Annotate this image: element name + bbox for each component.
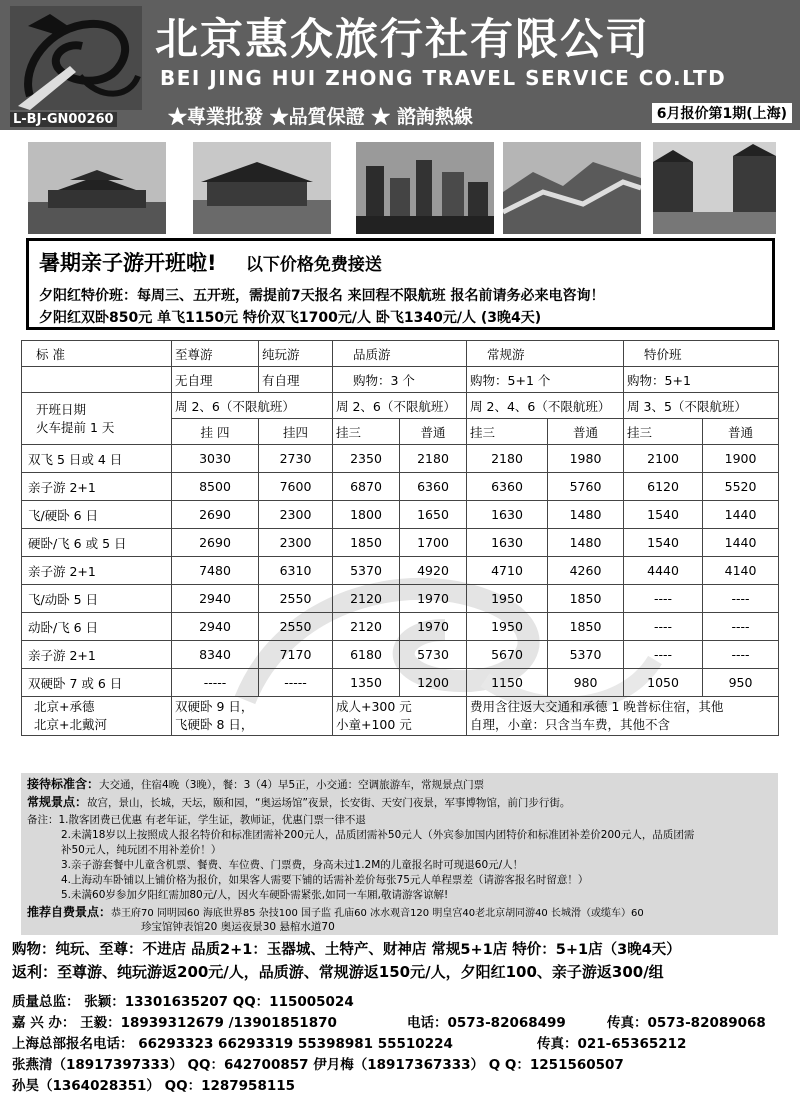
depart-days-row: [22, 393, 779, 419]
reception-label: 接待标准含：: [27, 777, 100, 791]
tier-header: 纯玩游: [259, 341, 333, 367]
reception-text: 大交通，住宿4晚（3晚），餐：3（4）早5正，小交通：空调旅游车，常规景点门票: [99, 779, 485, 791]
row-label: 飞/动卧 5 日: [22, 585, 172, 613]
price-cell: 2300: [259, 501, 333, 529]
price-cell: 5670: [467, 641, 548, 669]
selfpay-line: [27, 905, 644, 921]
selfpay-label: 推荐自费景点：: [27, 905, 112, 919]
train-note-label: 火车提前 1 天: [36, 419, 115, 435]
price-cell: 1440: [703, 529, 779, 557]
sights-text: 故宫，景山，长城，天坛，颐和园，“奥运场馆”夜景，长安街、天安门夜景，军事博物馆，前门步行街。: [87, 797, 571, 809]
table-row: [22, 613, 779, 641]
price-cell: 4710: [467, 557, 548, 585]
contact-jiaxing: [12, 1011, 792, 1031]
tier-header: 至尊游: [172, 341, 259, 367]
price-rows: [22, 445, 779, 697]
remark-item: 5.未满60岁参加夕阳红需加80元/人，因火车硬卧需紧张,如同一车厢,敬请游客谅解!: [61, 889, 449, 901]
price-cell: 1480: [548, 529, 624, 557]
extra-price-child: 小童+100 元: [336, 717, 412, 732]
price-cell: 1980: [548, 445, 624, 473]
promo-box: [26, 238, 775, 330]
photo-strip: [28, 142, 776, 234]
depart-day-cell: 周 3、5（不限航班）: [624, 393, 779, 419]
jiaxing-name: 嘉 兴 办： 王毅：18939312679 /13901851870: [12, 1015, 337, 1031]
depart-label: 开班日期: [36, 401, 87, 417]
selfpay-text: 恭王府70 同明园60 海底世界85 杂技100 国子监 孔庙60 冰水观音120 明皇宫40老北京胡同游40 长城滑（或缆车）60: [111, 908, 644, 919]
tier-header: 品质游: [333, 341, 467, 367]
price-cell: 1950: [467, 585, 548, 613]
contact-sun: 孙昊（1364028351） QQ：1287958115: [12, 1078, 296, 1094]
shanghai-fax: 传真：021-65365212: [537, 1036, 687, 1052]
extra-price-adult: 成人+300 元: [336, 699, 412, 714]
gate-photo: [193, 142, 331, 234]
free-pickup-text: 以下价格免费接送: [245, 255, 382, 275]
sights-line: [27, 795, 570, 811]
price-cell: 7480: [172, 557, 259, 585]
price-cell: 1800: [333, 501, 400, 529]
price-cell: 1700: [400, 529, 467, 557]
license-code: L-BJ-GN00260: [10, 112, 117, 127]
contact-shanghai: [12, 1032, 792, 1052]
tier-note: 无自理: [172, 367, 259, 393]
price-cell: 2690: [172, 501, 259, 529]
price-cell: ----: [703, 585, 779, 613]
remark-item: 3.亲子游套餐中儿童含机票、餐费、车位费、门票费，身高未过1.2M的儿童报名时可现退60元/人！: [61, 859, 524, 871]
water-town-photo: [653, 142, 776, 234]
row-label: 双飞 5 日或 4 日: [22, 445, 172, 473]
promo-headline: [39, 247, 382, 277]
route-chengde: 北京+承德: [34, 699, 95, 714]
price-cell: 2940: [172, 585, 259, 613]
extra-train-1: 双硬卧 9 日，: [175, 699, 254, 714]
berth-header: 挂三: [333, 419, 400, 445]
extra-note-2: 自理，小童：只含当车费，其他不含: [470, 717, 671, 732]
standard-header: 标 准: [22, 341, 172, 367]
price-cell: 3030: [172, 445, 259, 473]
price-cell: 1540: [624, 501, 703, 529]
price-cell: 1050: [624, 669, 703, 697]
remark-item: 2.未满18岁以上按照成人报名特价和标准团需补200元人，品质团需补50元人（外宾参加国内团特价和标准团补差价200元人，品质团需: [61, 829, 695, 841]
price-cell: 1970: [400, 585, 467, 613]
price-cell: 5730: [400, 641, 467, 669]
sights-label: 常规景点：: [27, 795, 88, 809]
price-cell: 1440: [703, 501, 779, 529]
price-cell: 5760: [548, 473, 624, 501]
price-cell: 2300: [259, 529, 333, 557]
depart-day-cell: 周 2、6（不限航班）: [333, 393, 467, 419]
berth-header: 挂三: [624, 419, 703, 445]
notes-panel: [21, 773, 778, 935]
price-cell: 6120: [624, 473, 703, 501]
city-photo: [356, 142, 494, 234]
price-cell: 950: [703, 669, 779, 697]
extra-train-cell: [172, 697, 333, 736]
depart-day-cell: 周 2、4、6（不限航班）: [467, 393, 624, 419]
price-cell: 2940: [172, 613, 259, 641]
table-row: [22, 529, 779, 557]
price-cell: 6360: [400, 473, 467, 501]
price-cell: 7170: [259, 641, 333, 669]
price-cell: 2120: [333, 585, 400, 613]
table-row: [22, 557, 779, 585]
price-cell: 4440: [624, 557, 703, 585]
price-cell: 4140: [703, 557, 779, 585]
dragon-logo-icon: [10, 6, 142, 110]
route-beidaihe: 北京+北戴河: [34, 717, 107, 732]
extra-note-cell: [467, 697, 779, 736]
row-label: 动卧/飞 6 日: [22, 613, 172, 641]
extra-route-row: [22, 697, 779, 736]
depart-label-cell: [22, 393, 172, 445]
price-cell: 1150: [467, 669, 548, 697]
price-cell: 1540: [624, 529, 703, 557]
table-row: [22, 473, 779, 501]
price-cell: 1900: [703, 445, 779, 473]
berth-header: 挂三: [467, 419, 548, 445]
price-cell: 6870: [333, 473, 400, 501]
remark-item: 4.上海动车卧铺以上铺价格为报价，如果客人需要下铺的话需补差价每张75元人单程票差（请游客报名时留意！）: [61, 874, 589, 886]
price-cell: -----: [172, 669, 259, 697]
price-table: [21, 340, 779, 736]
company-name-en: BEI JING HUI ZHONG TRAVEL SERVICE CO.LTD: [160, 66, 727, 90]
selfpay-text-2: 珍宝馆钟表馆20 奥运夜景30 悬棺水道70: [141, 921, 335, 933]
berth-header: 普通: [548, 419, 624, 445]
price-cell: 2550: [259, 613, 333, 641]
price-cell: 5370: [333, 557, 400, 585]
extra-note-1: 费用含往返大交通和承德 1 晚普标住宿，其他: [470, 699, 724, 714]
extra-route-labels: [22, 697, 172, 736]
table-row: [22, 641, 779, 669]
price-cell: 2180: [400, 445, 467, 473]
berth-header: 普通: [703, 419, 779, 445]
price-cell: 1630: [467, 529, 548, 557]
tier-note: 购物：3 个: [333, 367, 467, 393]
price-cell: 1850: [548, 613, 624, 641]
tier-note: 购物：5+1: [624, 367, 779, 393]
price-cell: 2120: [333, 613, 400, 641]
reception-line: [27, 777, 484, 793]
price-cell: 2100: [624, 445, 703, 473]
jiaxing-fax: 传真：0573-82089068: [607, 1015, 766, 1031]
depart-day-cell: 周 2、6（不限航班）: [172, 393, 333, 419]
price-cell: 1200: [400, 669, 467, 697]
company-name-cn: 北京惠众旅行社有限公司: [155, 15, 650, 65]
issue-label: 6月报价第1期(上海): [652, 103, 792, 123]
price-cell: 1480: [548, 501, 624, 529]
tier-note: 有自理: [259, 367, 333, 393]
extra-train-2: 飞硬卧 8 日，: [175, 717, 254, 732]
remark-item: 1.散客团费已优惠 有老年证，学生证，教师证，优惠门票一律不退: [58, 814, 366, 826]
shopping-line: 购物：纯玩、至尊：不进店 品质2+1：玉器城、土特产、财神店 常规5+1店 特价：5+1店（3晚4天）: [12, 942, 681, 958]
row-label: 亲子游 2+1: [22, 557, 172, 585]
row-label: 飞/硬卧 6 日: [22, 501, 172, 529]
price-cell: 1950: [467, 613, 548, 641]
berth-header: 普通: [400, 419, 467, 445]
price-cell: 2350: [333, 445, 400, 473]
row-label: 硬卧/飞 6 或 5 日: [22, 529, 172, 557]
extra-price-cell: [333, 697, 467, 736]
price-cell: ----: [624, 641, 703, 669]
sunset-prices: 夕阳红双卧850元 单飞1150元 特价双飞1700元/人 卧飞1340元/人 (3晚4天): [39, 310, 542, 326]
berth-header: 挂 四: [172, 419, 259, 445]
tier-note: 购物：5+1 个: [467, 367, 624, 393]
price-cell: 8340: [172, 641, 259, 669]
row-label: 亲子游 2+1: [22, 473, 172, 501]
shanghai-phones: 上海总部报名电话： 66293323 66293319 55398981 55510224: [12, 1036, 453, 1052]
table-row: [22, 501, 779, 529]
row-label: 双硬卧 7 或 6 日: [22, 669, 172, 697]
tier-header: 特价班: [624, 341, 779, 367]
rebate-line: 返利：至尊游、纯玩游返200元/人，品质游、常规游返150元/人，夕阳红100、亲子游返300/组: [12, 963, 664, 981]
price-cell: 6360: [467, 473, 548, 501]
price-cell: 980: [548, 669, 624, 697]
table-row: [22, 445, 779, 473]
tiananmen-photo: [28, 142, 166, 234]
price-cell: ----: [624, 585, 703, 613]
price-cell: ----: [624, 613, 703, 641]
price-cell: 1630: [467, 501, 548, 529]
price-cell: 8500: [172, 473, 259, 501]
price-cell: 1350: [333, 669, 400, 697]
great-wall-photo: [503, 142, 641, 234]
header-banner: [0, 0, 800, 130]
table-row: [22, 585, 779, 613]
price-cell: 2690: [172, 529, 259, 557]
price-cell: 1850: [333, 529, 400, 557]
price-cell: 2550: [259, 585, 333, 613]
table-header-row: [22, 341, 779, 367]
price-cell: 1970: [400, 613, 467, 641]
summer-family-headline: 暑期亲子游开班啦!: [39, 251, 217, 275]
row-label: 亲子游 2+1: [22, 641, 172, 669]
contact-quality: 质量总监： 张颖：13301635207 QQ：115005024: [12, 994, 354, 1010]
table-row: [22, 669, 779, 697]
price-cell: -----: [259, 669, 333, 697]
price-cell: 6310: [259, 557, 333, 585]
tier-header: 常规游: [467, 341, 624, 367]
price-cell: ----: [703, 613, 779, 641]
table-subheader-row: [22, 367, 779, 393]
price-cell: 2730: [259, 445, 333, 473]
jiaxing-phone: 电话：0573-82068499: [407, 1015, 566, 1031]
remarks-label: 备注：: [27, 814, 59, 826]
price-cell: 6180: [333, 641, 400, 669]
price-cell: 5370: [548, 641, 624, 669]
price-cell: 5520: [703, 473, 779, 501]
price-cell: 4260: [548, 557, 624, 585]
price-cell: 1650: [400, 501, 467, 529]
remarks-line: [27, 813, 366, 828]
price-cell: ----: [703, 641, 779, 669]
price-cell: 4920: [400, 557, 467, 585]
contact-agents: 张燕清（18917397333） QQ：642700857 伊月梅（18917367333） Q Q：1251560507: [12, 1057, 624, 1073]
price-cell: 1850: [548, 585, 624, 613]
price-cell: 2180: [467, 445, 548, 473]
slogan: ★專業批發 ★品質保證 ★ 諮詢熱線: [168, 106, 473, 128]
berth-header: 挂四: [259, 419, 333, 445]
remark-item: 补50元人，纯玩团不用补差价！）: [61, 844, 222, 856]
sunset-schedule: 夕阳红特价班：每周三、五开班，需提前7天报名 来回程不限航班 报名前请务必来电咨询！: [39, 288, 605, 304]
price-cell: 7600: [259, 473, 333, 501]
